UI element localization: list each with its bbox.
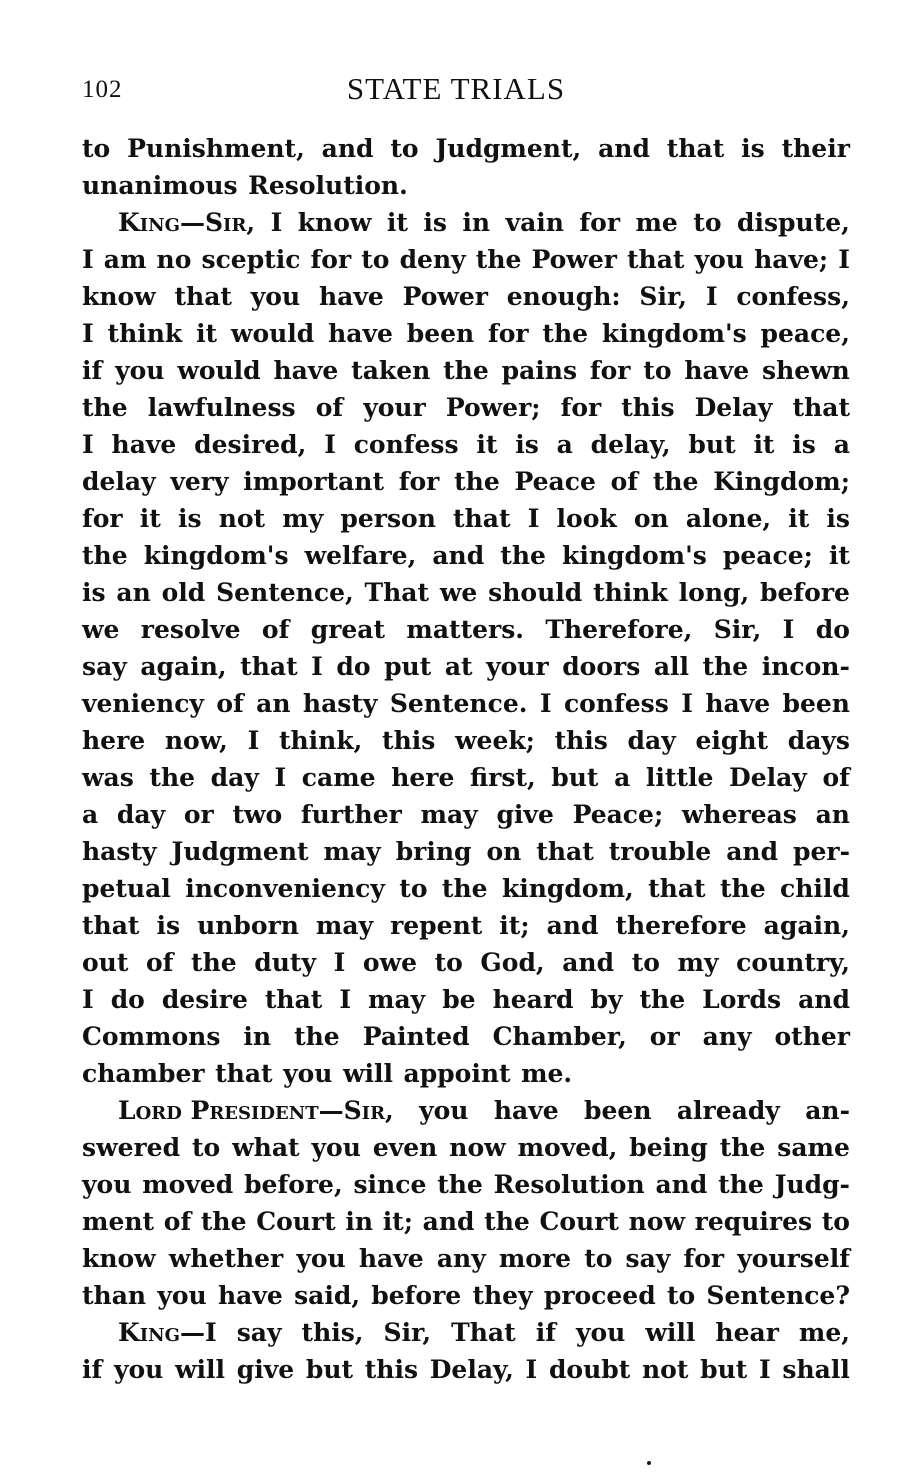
text-line: to Punishment, and to Judgment, and that is their	[82, 134, 850, 163]
text-line: if you would have taken the pains for to have shewn	[82, 356, 850, 385]
running-head	[82, 66, 850, 110]
text-line: a day or two further may give Peace; whereas an	[82, 800, 850, 829]
text-line: that is unborn may repent it; and therefore again,	[82, 911, 850, 940]
text-line: the kingdom's welfare, and the kingdom's peace; it	[82, 541, 850, 570]
text-line: King—Sir, I know it is in vain for me to dispute,	[82, 204, 850, 241]
text-line: we resolve of great matters. Therefore, Sir, I do	[82, 615, 850, 644]
running-title: STATE TRIALS	[346, 71, 566, 106]
text-line: say again, that I do put at your doors all the incon-	[82, 652, 850, 681]
body-text	[82, 130, 850, 1388]
text-line: swered to what you even now moved, being the same	[82, 1133, 850, 1162]
page-number: 102	[82, 76, 123, 103]
text-line: if you will give but this Delay, I doubt not but I shall	[82, 1355, 850, 1384]
text-line: petual inconveniency to the kingdom, that the child	[82, 874, 850, 903]
text-line: is an old Sentence, That we should think long, before	[82, 578, 850, 607]
speaker-name: King—I	[118, 1318, 217, 1347]
text-line: I do desire that I may be heard by the Lords and	[82, 985, 850, 1014]
text-line: was the day I came here first, but a little Delay of	[82, 763, 850, 792]
text-line: than you have said, before they proceed to Sentence?	[82, 1281, 850, 1310]
text-line: out of the duty I owe to God, and to my country,	[82, 948, 850, 977]
text-line: the lawfulness of your Power; for this Delay that	[82, 393, 850, 422]
text-line: I am no sceptic for to deny the Power that you have; I	[82, 245, 850, 274]
text-line: I think it would have been for the kingdom's peace,	[82, 319, 850, 348]
text-line: for it is not my person that I look on alone, it is	[82, 504, 850, 533]
speaker-name: Lord President—Sir,	[118, 1096, 394, 1125]
text-line: unanimous Resolution.	[82, 171, 408, 200]
text-line: know whether you have any more to say for yourself	[82, 1244, 850, 1273]
print-speck	[647, 1461, 651, 1465]
text-line: hasty Judgment may bring on that trouble and per-	[82, 837, 850, 866]
text-line: veniency of an hasty Sentence. I confess I have been	[82, 689, 850, 718]
text-line: chamber that you will appoint me.	[82, 1059, 573, 1088]
speaker-name: King—Sir,	[118, 208, 256, 237]
text-line: here now, I think, this week; this day eight days	[82, 726, 850, 755]
text-line: King—I say this, Sir, That if you will hear me,	[82, 1314, 850, 1351]
text-line: I have desired, I confess it is a delay, but it is a	[82, 430, 850, 459]
text-line: know that you have Power enough: Sir, I confess,	[82, 282, 850, 311]
text-line: Lord President—Sir, you have been already an-	[82, 1092, 850, 1129]
text-line: you moved before, since the Resolution and the Judg-	[82, 1170, 850, 1199]
text-line: ment of the Court in it; and the Court now requires to	[82, 1207, 850, 1236]
text-line: delay very important for the Peace of the Kingdom;	[82, 467, 850, 496]
text-line: Commons in the Painted Chamber, or any other	[82, 1022, 850, 1051]
